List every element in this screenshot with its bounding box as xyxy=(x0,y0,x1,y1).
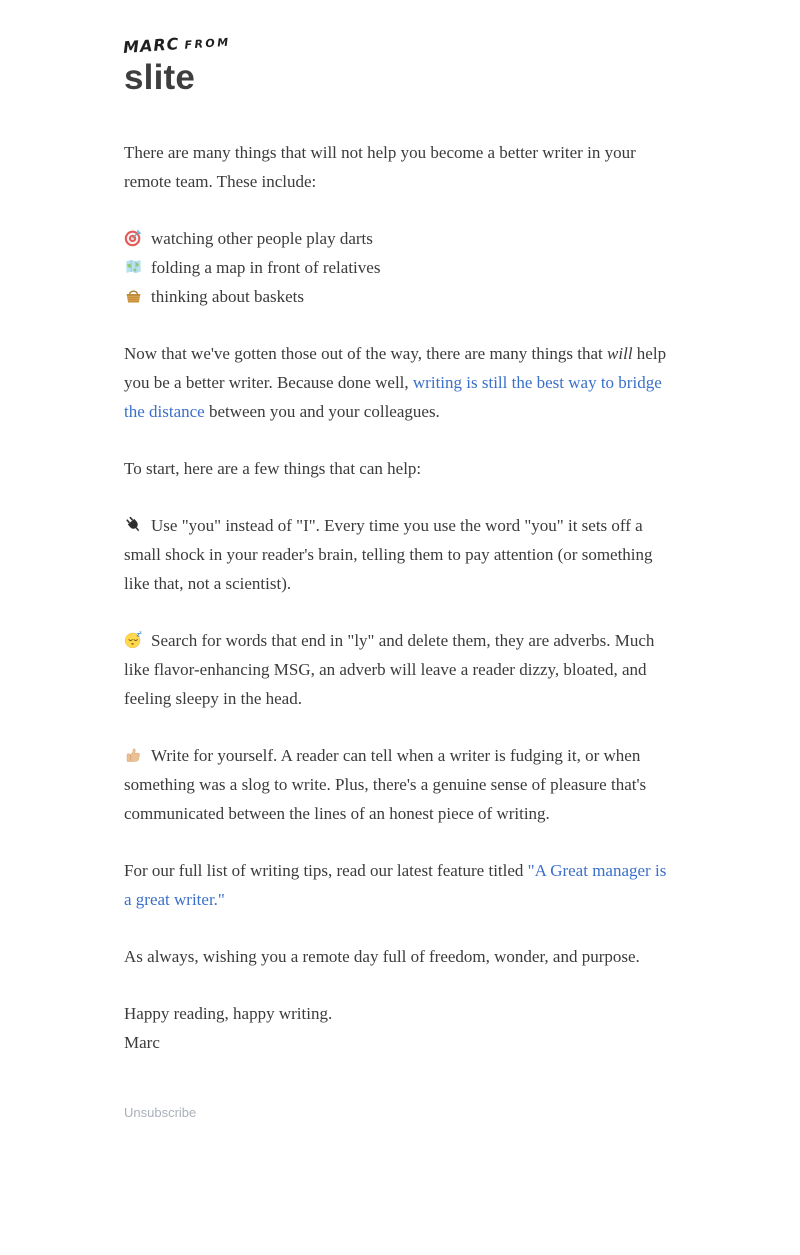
svg-text:z: z xyxy=(136,631,140,639)
svg-text:z: z xyxy=(139,630,142,636)
unsubscribe-link[interactable]: Unsubscribe xyxy=(124,1105,197,1120)
tip-text: Write for yourself. A reader can tell when a writer is fudging it, or when something was a slog to write. Plus, there's a genuine sense of pleasure that's communicated between the lines of an honest piece of writing. xyxy=(124,746,647,823)
bridge-distance-link[interactable]: writing is still the best way to bridge the distance xyxy=(124,373,662,421)
slite-logo[interactable] xyxy=(122,34,232,97)
list-item-text: folding a map in front of relatives xyxy=(151,258,381,277)
logo-marc-from xyxy=(122,31,231,60)
email-content xyxy=(124,0,676,1121)
basket-emoji xyxy=(124,286,143,305)
intro-paragraph: There are many things that will not help you become a better writer in your remote team. These include: xyxy=(124,143,636,191)
great-manager-link[interactable]: "A Great manager is a great writer." xyxy=(124,861,667,909)
tip-adverbs-paragraph xyxy=(124,626,676,713)
plug-emoji xyxy=(124,515,143,534)
tip-use-you-paragraph xyxy=(124,511,676,598)
list-item xyxy=(124,282,676,311)
sleeping-face-emoji xyxy=(124,630,143,649)
list-item xyxy=(124,253,676,282)
feature-pre: For our full list of writing tips, read our latest feature titled xyxy=(124,861,528,880)
transition-post: between you and your colleagues. xyxy=(204,402,440,421)
list-item-text: thinking about baskets xyxy=(151,287,304,306)
signoff-line1: Happy reading, happy writing. xyxy=(124,1004,333,1023)
not-help-list xyxy=(124,224,676,311)
to-start-paragraph: To start, here are a few things that can help: xyxy=(124,459,422,478)
logo-from-text: FROM xyxy=(184,35,232,52)
map-emoji xyxy=(124,257,143,276)
transition-paragraph xyxy=(124,339,676,426)
closing-paragraph: As always, wishing you a remote day full of freedom, wonder, and purpose. xyxy=(124,947,640,966)
list-item xyxy=(124,224,676,253)
dart-emoji xyxy=(124,228,143,247)
transition-mid: help you be a better writer. Because done well, xyxy=(124,344,667,392)
logo-wordmark: slite xyxy=(124,58,196,97)
transition-pre: Now that we've gotten those out of the way, there are many things that xyxy=(124,344,608,363)
signoff-paragraph xyxy=(124,999,676,1057)
tip-text: Search for words that end in "ly" and delete them, they are adverbs. Much like flavor-enhancing MSG, an adverb will leave a reader dizzy, bloated, and feeling sleepy in the head. xyxy=(124,631,655,708)
list-item-text: watching other people play darts xyxy=(151,229,373,248)
signoff-line2: Marc xyxy=(124,1033,160,1052)
tip-text: Use "you" instead of "I". Every time you use the word "you" it sets off a small shock in your reader's brain, telling them to pay attention (or something like that, not a scientist). xyxy=(124,516,653,593)
email-footer xyxy=(124,1105,676,1121)
feature-paragraph xyxy=(124,856,676,914)
tip-write-for-yourself-paragraph xyxy=(124,741,676,828)
thumbs-up-emoji xyxy=(124,745,143,764)
transition-italic: will xyxy=(607,344,633,363)
logo-marc-text: MARC xyxy=(122,34,181,58)
